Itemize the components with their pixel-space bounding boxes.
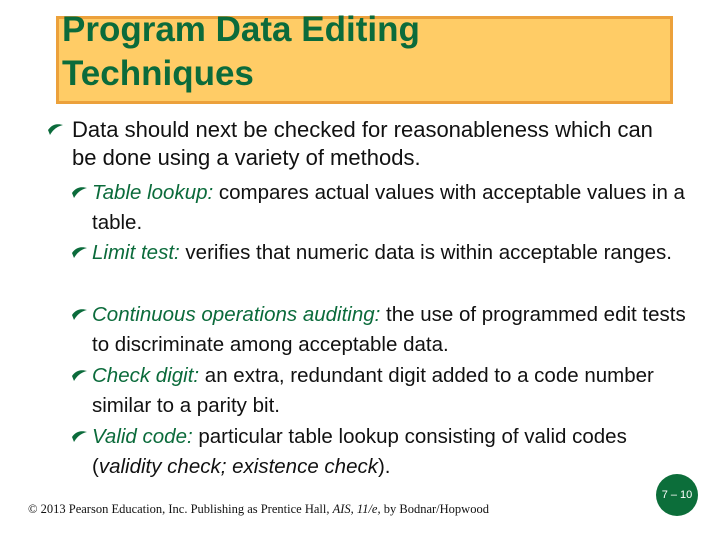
bullet-italic-text: validity check; existence check (98, 455, 378, 478)
bullet-text: the use of programmed edit tests to discriminate among acceptable data. (92, 303, 686, 356)
title-line-1: Program Data Editing (62, 10, 420, 49)
copyright-footer (28, 502, 489, 517)
swoosh-bullet-icon (72, 247, 87, 258)
bullet-term: Check digit: (92, 364, 200, 387)
footer-prefix: © 2013 Pearson Education, Inc. Publishing as Prentice Hall, (28, 502, 330, 516)
sub-bullet-valid-code (92, 422, 692, 482)
swoosh-bullet-icon (72, 370, 87, 381)
slide-title (62, 8, 662, 96)
footer-suffix: by Bodnar/Hopwood (383, 502, 489, 516)
footer-book-title: AIS, 11/e, (332, 502, 381, 516)
page-number-badge: 7 – 10 (656, 474, 698, 516)
main-bullet: Data should next be checked for reasonableness which can be done using a variety of methods. (72, 117, 653, 170)
bullet-text: an extra, redundant digit added to a code number similar to a parity bit. (92, 364, 654, 417)
bullet-text: particular table lookup consisting of valid codes ( (92, 425, 627, 478)
swoosh-bullet-icon (48, 124, 63, 135)
sub-bullet-check-digit (92, 361, 692, 421)
title-line-2: Techniques (62, 54, 254, 93)
bullet-term: Limit test: (92, 241, 180, 264)
bullet-term: Valid code: (92, 425, 193, 448)
bullet-term: Continuous operations auditing: (92, 303, 381, 326)
swoosh-bullet-icon (72, 431, 87, 442)
swoosh-bullet-icon (72, 187, 87, 198)
bullet-end-text: ). (377, 455, 391, 478)
bullet-term: Table lookup: (92, 181, 214, 204)
swoosh-bullet-icon (72, 309, 87, 320)
sub-bullet-table-lookup (92, 178, 692, 238)
sub-bullet-limit-test (92, 238, 692, 268)
bullet-text: verifies that numeric data is within acceptable ranges. (179, 241, 672, 264)
sub-bullet-continuous-auditing (92, 300, 692, 360)
bullet-text: compares actual values with acceptable values in a table. (92, 181, 685, 234)
